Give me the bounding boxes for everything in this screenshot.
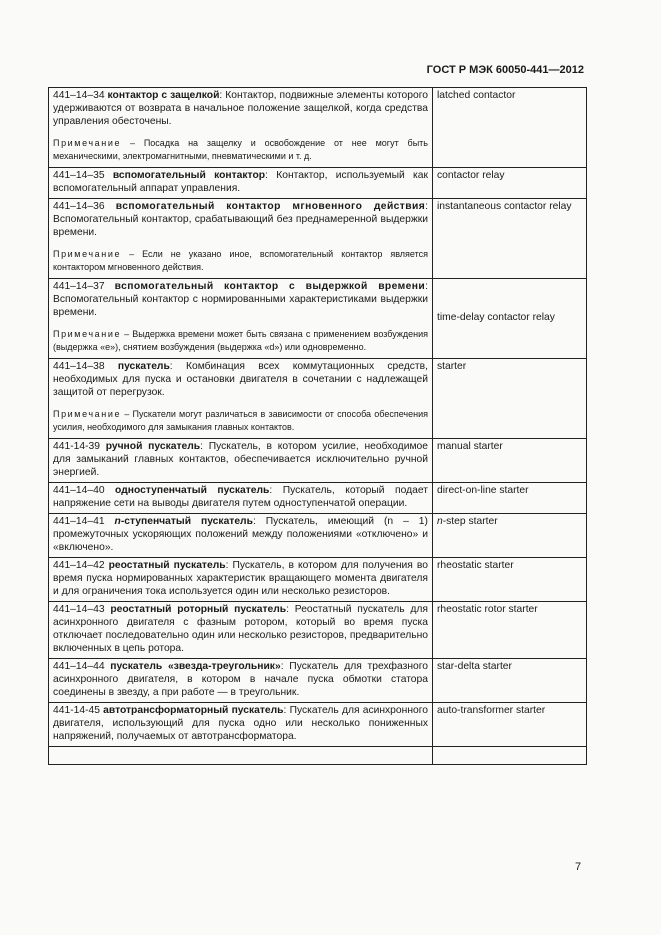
note-label: Примечание: [53, 249, 122, 259]
standard-header: ГОСТ Р МЭК 60050-441—2012: [426, 64, 584, 76]
term-number: 441–14–35: [53, 170, 105, 181]
terms-table-body: [49, 88, 587, 765]
term-name: автотрансформаторный пускатель: [103, 705, 284, 716]
term-entry: 441–14–40 одноступенчатый пускатель: Пускатель, который подает напряжение сети на выводы двигателя путем одноступенчатой операции.: [53, 485, 428, 509]
term-row: [49, 279, 587, 359]
term-name: реостатный пускатель: [108, 560, 226, 571]
term-entry: 441–14–36 вспомогательный контактор мгновенного действия: Вспомогательный контактор, срабатывающий без преднамеренной выдержки времени.: [53, 201, 428, 238]
english-term: contactor relay: [433, 168, 587, 199]
term-definition-cell: [49, 659, 433, 703]
english-term: instantaneous contactor relay: [433, 199, 587, 279]
term-row: [49, 359, 587, 439]
term-definition: Реостатный пускатель для асинхронного двигателя с фазным ротором, который во время пуска отключает последовательно один или несколько резисторов, предварительно включенных в цепь ротора.: [53, 604, 428, 654]
english-term: manual starter: [433, 439, 587, 483]
term-definition-cell: [49, 558, 433, 602]
english-term: time-delay contactor relay: [433, 279, 587, 359]
term-definition: Контактор, подвижные элементы которого удерживаются от возврата в начальное положение защелкой, когда средства управления обесточены.: [53, 90, 428, 127]
term-row: [49, 483, 587, 514]
term-row: [49, 168, 587, 199]
term-number: 441–14–34: [53, 90, 105, 101]
term-definition: Пускатель для асинхронного двигателя, использующий для пуска одно или несколько пониженных напряжений, получаемых от автотрансформатора.: [53, 705, 428, 742]
italic-variable: n: [114, 516, 121, 527]
term-number: 441–14–42: [53, 560, 105, 571]
term-entry: 441–14–41 n-ступенчатый пускатель: Пускатель, имеющий (n – 1) промежуточных ускоряющих положений между положениями «отключено» и «включено».: [53, 516, 428, 553]
term-name: вспомогательный контактор с выдержкой времени: [114, 281, 426, 292]
note-text: – Пускатели могут различаться в зависимости от способа обеспечения усилия, необходимого для замыкания главных контактов.: [53, 409, 428, 432]
term-definition: Вспомогательный контактор с нормированными характеристиками выдержки времени.: [53, 294, 428, 318]
term-definition-cell: [49, 514, 433, 558]
term-definition: Пускатель, в котором усилие, необходимое для замыканий главных контактов, обеспечивается исключительно ручной энергией.: [53, 441, 428, 478]
term-definition-cell: [49, 168, 433, 199]
note-text: – Выдержка времени может быть связана с применением возбуждения (выдержка «е»), снятием возбуждения (выдержка «d») или одновременно.: [53, 329, 428, 352]
term-definition-cell: [49, 279, 433, 359]
note-label: Примечание: [53, 409, 122, 419]
term-definition-cell: [49, 439, 433, 483]
term-row: [49, 602, 587, 659]
term-definition: Пускатель, который подает напряжение сети на выводы двигателя путем одноступенчатой операции.: [53, 485, 428, 509]
term-definition-cell: [49, 602, 433, 659]
term-row: [49, 659, 587, 703]
terms-table: [48, 87, 587, 765]
term-name: контактор с защелкой: [107, 90, 220, 101]
term-entry: 441-14-39 ручной пускатель: Пускатель, в котором усилие, необходимое для замыканий главных контактов, обеспечивается исключительно ручной энергией.: [53, 441, 428, 478]
term-row: [49, 703, 587, 747]
term-note: [53, 248, 428, 273]
english-term: n-step starter: [433, 514, 587, 558]
english-term: direct-on-line starter: [433, 483, 587, 514]
term-name: ручной пускатель: [105, 441, 201, 452]
term-row: [49, 558, 587, 602]
term-number: 441–14–40: [53, 485, 105, 496]
term-name: одноступенчатый пускатель: [115, 485, 270, 496]
term-number: 441-14-45: [53, 705, 100, 716]
term-row: [49, 88, 587, 168]
term-definition-cell: [49, 359, 433, 439]
term-number: 441-14-39: [53, 441, 100, 452]
term-row: [49, 514, 587, 558]
term-entry: 441–14–38 пускатель: Комбинация всех коммутационных средств, необходимых для пуска и остановки двигателя в сочетании с надлежащей защитой от перегрузок.: [53, 361, 428, 398]
term-row: [49, 199, 587, 279]
term-definition: Пускатель, в котором для получения во время пуска нормированных характеристик вращающего момента двигателя и для ограничения тока используется один или несколько резисторов.: [53, 560, 428, 597]
term-entry: 441-14-45 автотрансформаторный пускатель: Пускатель для асинхронного двигателя, использующий для пуска одно или несколько пониженных напряжений, получаемых от автотрансформатора.: [53, 705, 428, 742]
term-number: 441–14–41: [53, 516, 105, 527]
term-number: 441–14–43: [53, 604, 105, 615]
term-note: [53, 408, 428, 433]
english-term: rheostatic rotor starter: [433, 602, 587, 659]
term-entry: 441–14–35 вспомогательный контактор: Контактор, используемый как вспомогательный аппарат управления.: [53, 170, 428, 194]
term-name: пускатель «звезда-треугольник»: [110, 661, 281, 672]
term-definition-cell: [49, 483, 433, 514]
page-number: 7: [575, 861, 582, 873]
term-note: [53, 137, 428, 162]
term-entry: 441–14–43 реостатный роторный пускатель: Реостатный пускатель для асинхронного двигателя с фазным ротором, который во время пуска отключает последовательно один или несколько резисторов, предварительно включенных в цепь ротора.: [53, 604, 428, 654]
term-name: пускатель: [117, 361, 170, 372]
term-definition: Пускатель, имеющий (n – 1) промежуточных ускоряющих положений между положениями «отключено» и «включено».: [53, 516, 428, 553]
english-term: latched contactor: [433, 88, 587, 168]
term-name: n-ступенчатый пускатель: [114, 516, 253, 527]
term-definition: Комбинация всех коммутационных средств, необходимых для пуска и остановки двигателя в сочетании с надлежащей защитой от перегрузок.: [53, 361, 428, 398]
spacer-cell: [433, 747, 587, 765]
term-row: [49, 439, 587, 483]
term-entry: 441–14–42 реостатный пускатель: Пускатель, в котором для получения во время пуска нормированных характеристик вращающего момента двигателя и для ограничения тока используется один или несколько резисторов.: [53, 560, 428, 597]
term-note: [53, 328, 428, 353]
note-text: – Если не указано иное, вспомогательный контактор является контактором мгновенного действия.: [53, 249, 428, 272]
spacer-cell: [49, 747, 433, 765]
term-name: реостатный роторный пускатель: [110, 604, 287, 615]
term-name: вспомогательный контактор мгновенного действия: [115, 201, 426, 212]
term-definition-cell: [49, 703, 433, 747]
term-entry: 441–14–34 контактор с защелкой: Контактор, подвижные элементы которого удерживаются от возврата в начальное положение защелкой, когда средства управления обесточены.: [53, 90, 428, 127]
term-number: 441–14–38: [53, 361, 105, 372]
italic-variable: n: [437, 516, 443, 527]
table-spacer-row: [49, 747, 587, 765]
term-number: 441–14–36: [53, 201, 105, 212]
english-term: auto-transformer starter: [433, 703, 587, 747]
term-definition-cell: [49, 88, 433, 168]
term-entry: 441–14–44 пускатель «звезда-треугольник»: Пускатель для трехфазного асинхронного двигателя, в котором в начале пуска обмотки статора соединены в звезду, а при работе — в треугольник.: [53, 661, 428, 698]
note-label: Примечание: [53, 138, 122, 148]
note-label: Примечание: [53, 329, 122, 339]
term-definition: Пускатель для трехфазного асинхронного двигателя, в котором в начале пуска обмотки статора соединены в звезду, а при работе — в треугольник.: [53, 661, 428, 698]
term-number: 441–14–37: [53, 281, 105, 292]
term-number: 441–14–44: [53, 661, 105, 672]
term-definition: Вспомогательный контактор, срабатывающий без преднамеренной выдержки времени.: [53, 214, 428, 238]
english-term: star-delta starter: [433, 659, 587, 703]
note-text: – Посадка на защелку и освобождение от нее могут быть механическими, электромагнитными, пневматическими и т. д.: [53, 138, 428, 161]
english-term: starter: [433, 359, 587, 439]
term-entry: 441–14–37 вспомогательный контактор с выдержкой времени: Вспомогательный контактор с нормированными характеристиками выдержки времени.: [53, 281, 428, 318]
term-name: вспомогательный контактор: [112, 170, 266, 181]
english-term: rheostatic starter: [433, 558, 587, 602]
term-definition: Контактор, используемый как вспомогательный аппарат управления.: [53, 170, 428, 194]
term-definition-cell: [49, 199, 433, 279]
